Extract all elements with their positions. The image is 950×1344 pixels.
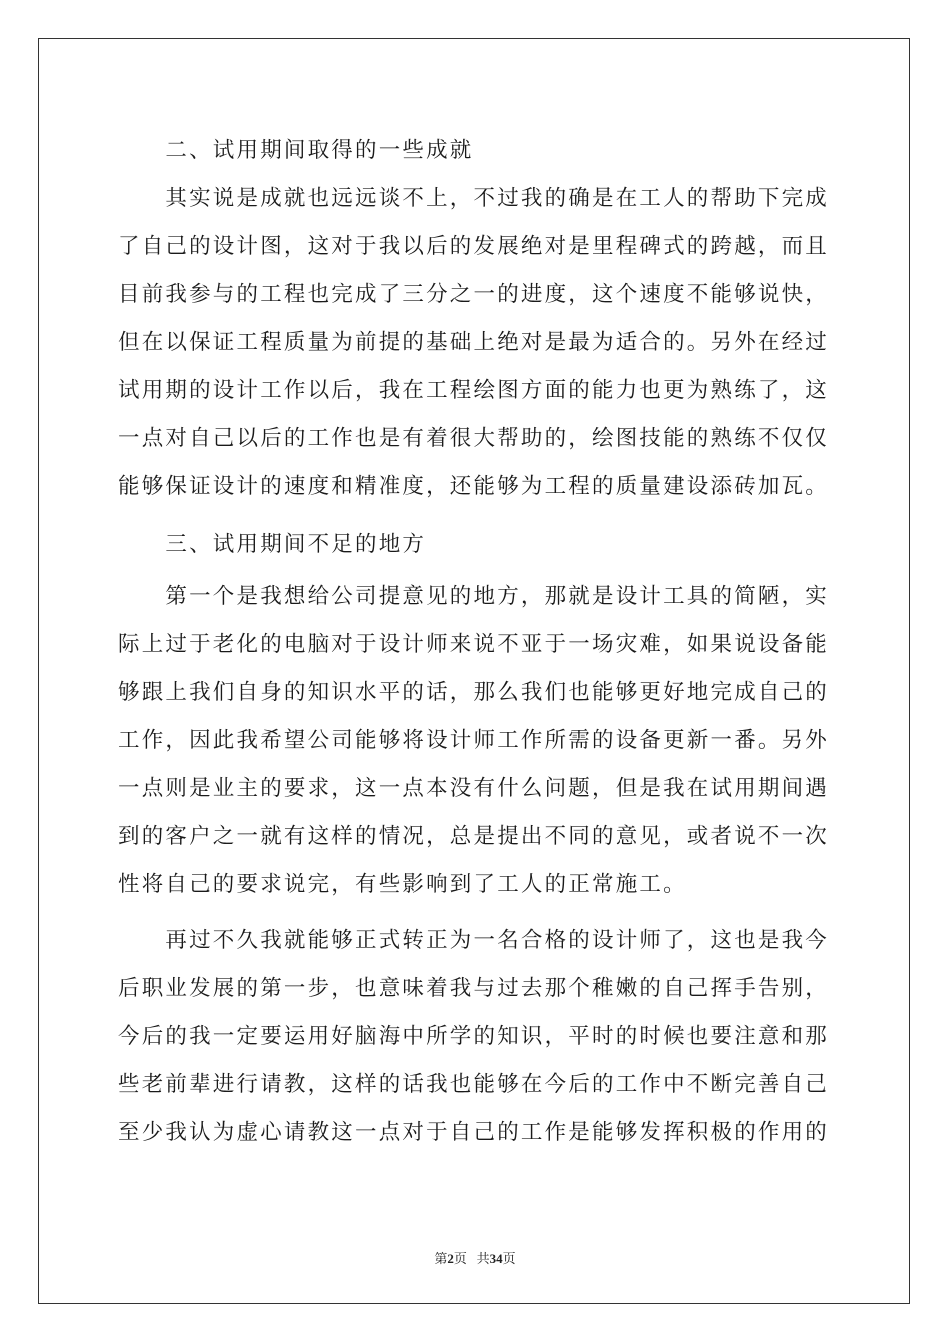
- text-line: 目前我参与的工程也完成了三分之一的进度，这个速度不能够说快，: [118, 282, 830, 307]
- section-heading: 二、试用期间取得的一些成就: [118, 138, 474, 163]
- text-line: 工作，因此我希望公司能够将设计师工作所需的设备更新一番。另外: [118, 728, 830, 753]
- page-footer: [0, 1248, 950, 1267]
- text-line: 一点则是业主的要求，这一点本没有什么问题，但是我在试用期间遇: [118, 776, 830, 801]
- total-pages: 34: [489, 1251, 503, 1266]
- text-line: 能够保证设计的速度和精准度，还能够为工程的质量建设添砖加瓦。: [118, 474, 830, 499]
- text-line: 了自己的设计图，这对于我以后的发展绝对是里程碑式的跨越，而且: [118, 234, 830, 259]
- page-border: [38, 38, 910, 1304]
- text-line: 第一个是我想给公司提意见的地方，那就是设计工具的简陋，实: [118, 584, 830, 609]
- text-line: 一点对自己以后的工作也是有着很大帮助的，绘图技能的熟练不仅仅: [118, 426, 830, 451]
- text-line: 其实说是成就也远远谈不上，不过我的确是在工人的帮助下完成: [118, 186, 830, 211]
- page-unit: 页: [453, 1251, 467, 1266]
- page-number: 2: [447, 1251, 454, 1266]
- text-line: 到的客户之一就有这样的情况，总是提出不同的意见，或者说不一次: [118, 824, 830, 849]
- page-prefix: 第: [434, 1251, 448, 1266]
- section-heading: 三、试用期间不足的地方: [118, 532, 427, 557]
- text-line: 够跟上我们自身的知识水平的话，那么我们也能够更好地完成自己的: [118, 680, 830, 705]
- total-prefix: 共: [476, 1251, 490, 1266]
- text-line: 际上过于老化的电脑对于设计师来说不亚于一场灾难，如果说设备能: [118, 632, 830, 657]
- text-line: 些老前辈进行请教，这样的话我也能够在今后的工作中不断完善自己: [118, 1072, 830, 1097]
- total-unit: 页: [502, 1251, 516, 1266]
- text-line: 试用期的设计工作以后，我在工程绘图方面的能力也更为熟练了，这: [118, 378, 830, 403]
- text-line: 但在以保证工程质量为前提的基础上绝对是最为适合的。另外在经过: [118, 330, 830, 355]
- text-line: 性将自己的要求说完，有些影响到了工人的正常施工。: [118, 872, 687, 897]
- text-line: 后职业发展的第一步，也意味着我与过去那个稚嫩的自己挥手告别，: [118, 976, 830, 1001]
- text-line: 至少我认为虚心请教这一点对于自己的工作是能够发挥积极的作用的: [118, 1120, 830, 1145]
- text-line: 再过不久我就能够正式转正为一名合格的设计师了，这也是我今: [118, 928, 830, 953]
- text-line: 今后的我一定要运用好脑海中所学的知识，平时的时候也要注意和那: [118, 1024, 830, 1049]
